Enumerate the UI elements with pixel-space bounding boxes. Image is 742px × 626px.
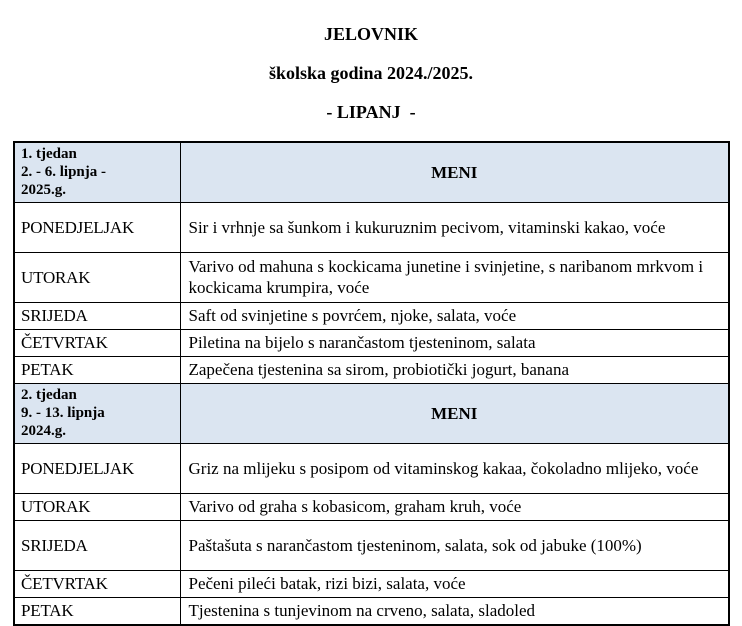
week-1-section	[14, 142, 729, 384]
month-subtitle: - LIPANJ -	[326, 102, 416, 122]
day-label-friday: PETAK	[14, 598, 180, 626]
table-row	[14, 253, 729, 303]
menu-table	[13, 141, 730, 626]
meal-description: Zapečena tjestenina sa sirom, probiotički jogurt, banana	[180, 357, 729, 384]
document-header	[0, 0, 742, 122]
table-row	[14, 494, 729, 521]
week-1-header-row	[14, 142, 729, 203]
meal-description: Griz na mlijeku s posipom od vitaminskog kakaa, čokoladno mlijeko, voće	[180, 444, 729, 494]
meal-description: Pečeni pileći batak, rizi bizi, salata, voće	[180, 571, 729, 598]
day-label-wednesday: SRIJEDA	[14, 303, 180, 330]
meal-description: Sir i vrhnje sa šunkom i kukuruznim pecivom, vitaminski kakao, voće	[180, 203, 729, 253]
meal-description: Paštašuta s narančastom tjesteninom, salata, sok od jabuke (100%)	[180, 521, 729, 571]
day-label-monday: PONEDJELJAK	[14, 444, 180, 494]
day-label-tuesday: UTORAK	[14, 253, 180, 303]
day-label-wednesday: SRIJEDA	[14, 521, 180, 571]
meal-description: Tjestenina s tunjevinom na crveno, salata, sladoled	[180, 598, 729, 626]
day-label-thursday: ČETVRTAK	[14, 571, 180, 598]
table-row	[14, 330, 729, 357]
day-label-thursday: ČETVRTAK	[14, 330, 180, 357]
meal-description: Piletina na bijelo s narančastom tjesteninom, salata	[180, 330, 729, 357]
document-title: JELOVNIK	[323, 24, 419, 44]
week-2-meni-header: MENI	[180, 384, 729, 444]
week-2-label-line3: 2024.g.	[21, 423, 66, 439]
table-row	[14, 303, 729, 330]
week-1-label-cell	[14, 142, 180, 203]
table-row	[14, 203, 729, 253]
day-label-friday: PETAK	[14, 357, 180, 384]
week-1-meni-header: MENI	[180, 142, 729, 203]
meal-description: Saft od svinjetine s povrćem, njoke, salata, voće	[180, 303, 729, 330]
school-year-subtitle: školska godina 2024./2025.	[268, 63, 474, 83]
week-1-label-line1: 1. tjedan	[21, 146, 77, 162]
day-label-monday: PONEDJELJAK	[14, 203, 180, 253]
table-row	[14, 357, 729, 384]
meal-description: Varivo od graha s kobasicom, graham kruh, voće	[180, 494, 729, 521]
week-2-section	[14, 384, 729, 626]
week-1-label-line3: 2025.g.	[21, 182, 66, 198]
day-label-tuesday: UTORAK	[14, 494, 180, 521]
meal-description: Varivo od mahuna s kockicama junetine i svinjetine, s naribanom mrkvom i kockicama krumpira, voće	[180, 253, 729, 303]
table-row	[14, 444, 729, 494]
week-2-label-cell	[14, 384, 180, 444]
week-2-label-line2: 9. - 13. lipnja	[21, 405, 105, 421]
week-2-header-row	[14, 384, 729, 444]
table-row	[14, 571, 729, 598]
week-1-label-line2: 2. - 6. lipnja -	[21, 164, 107, 180]
table-row	[14, 521, 729, 571]
table-row	[14, 598, 729, 626]
week-2-label-line1: 2. tjedan	[21, 387, 77, 403]
